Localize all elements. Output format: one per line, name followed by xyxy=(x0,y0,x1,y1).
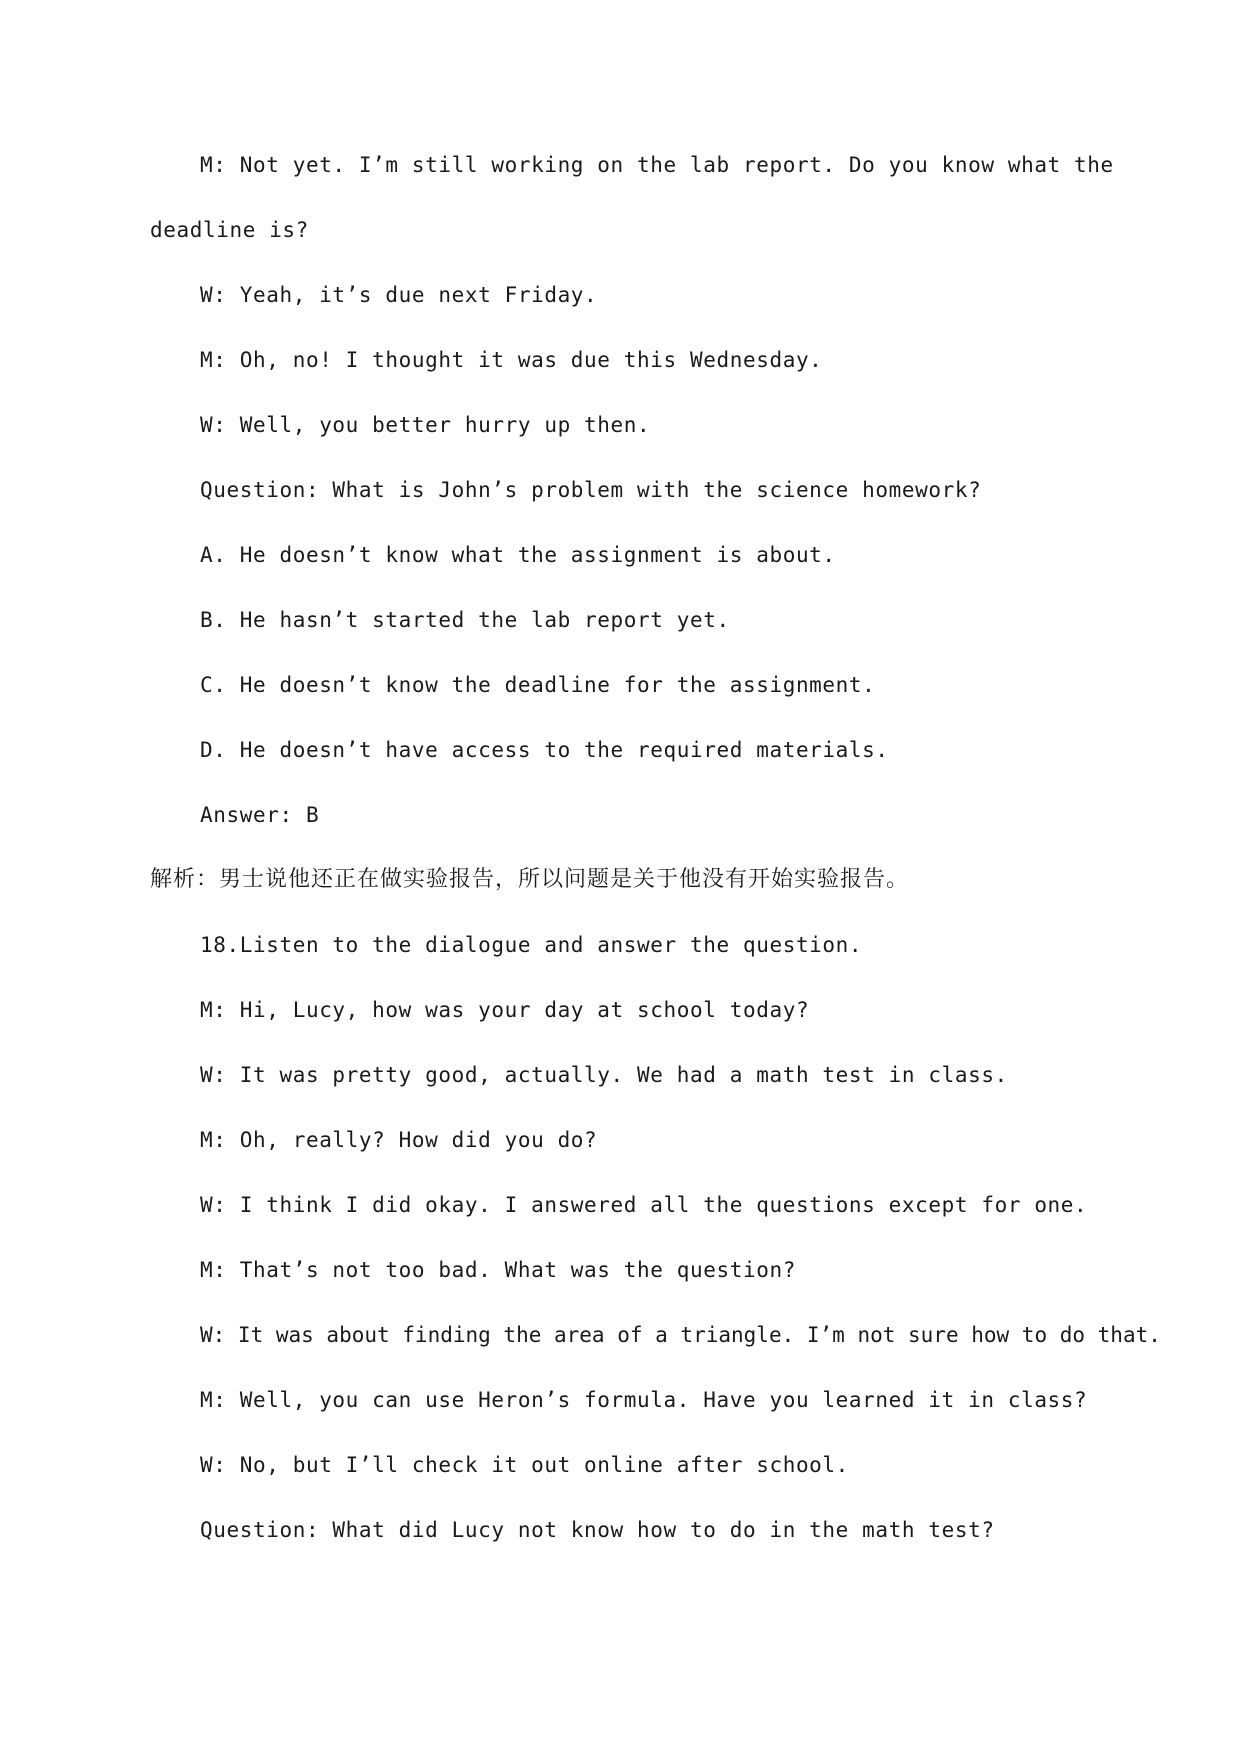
dialogue-line: W: Yeah, it’s due next Friday. xyxy=(200,283,598,307)
answer-option-d: D. He doesn’t have access to the required materials. xyxy=(200,738,889,762)
dialogue-line: W: It was about finding the area of a triangle. I’m not sure how to do that. xyxy=(200,1323,1161,1347)
explanation: 解析：男士说他还正在做实验报告，所以问题是关于他没有开始实验报告。 xyxy=(150,867,910,892)
dialogue-line: M: Oh, really? How did you do? xyxy=(200,1128,598,1152)
question-text: Question: What did Lucy not know how to do in the math test? xyxy=(200,1518,995,1542)
dialogue-line: W: No, but I’ll check it out online after school. xyxy=(200,1453,849,1477)
dialogue-line: M: Hi, Lucy, how was your day at school today? xyxy=(200,998,810,1022)
dialogue-line: W: Well, you better hurry up then. xyxy=(200,413,651,437)
dialogue-line: M: Well, you can use Heron’s formula. Have you learned it in class? xyxy=(200,1388,1088,1412)
answer-option-c: C. He doesn’t know the deadline for the assignment. xyxy=(200,673,876,697)
answer-key: Answer: B xyxy=(200,803,320,827)
dialogue-line: M: That’s not too bad. What was the question? xyxy=(200,1258,796,1282)
question-text: Question: What is John’s problem with the science homework? xyxy=(200,478,982,502)
answer-option-b: B. He hasn’t started the lab report yet. xyxy=(200,608,730,632)
dialogue-line: W: It was pretty good, actually. We had a math test in class. xyxy=(200,1063,1008,1087)
document-body xyxy=(150,145,1161,1575)
answer-option-a: A. He doesn’t know what the assignment is about. xyxy=(200,543,836,567)
dialogue-line: M: Not yet. I’m still working on the lab report. Do you know what the xyxy=(200,153,1114,177)
dialogue-line: W: I think I did okay. I answered all the questions except for one. xyxy=(200,1193,1088,1217)
dialogue-line-continuation: deadline is? xyxy=(150,218,309,242)
dialogue-line: M: Oh, no! I thought it was due this Wednesday. xyxy=(200,348,823,372)
item-heading: 18.Listen to the dialogue and answer the question. xyxy=(200,933,863,957)
